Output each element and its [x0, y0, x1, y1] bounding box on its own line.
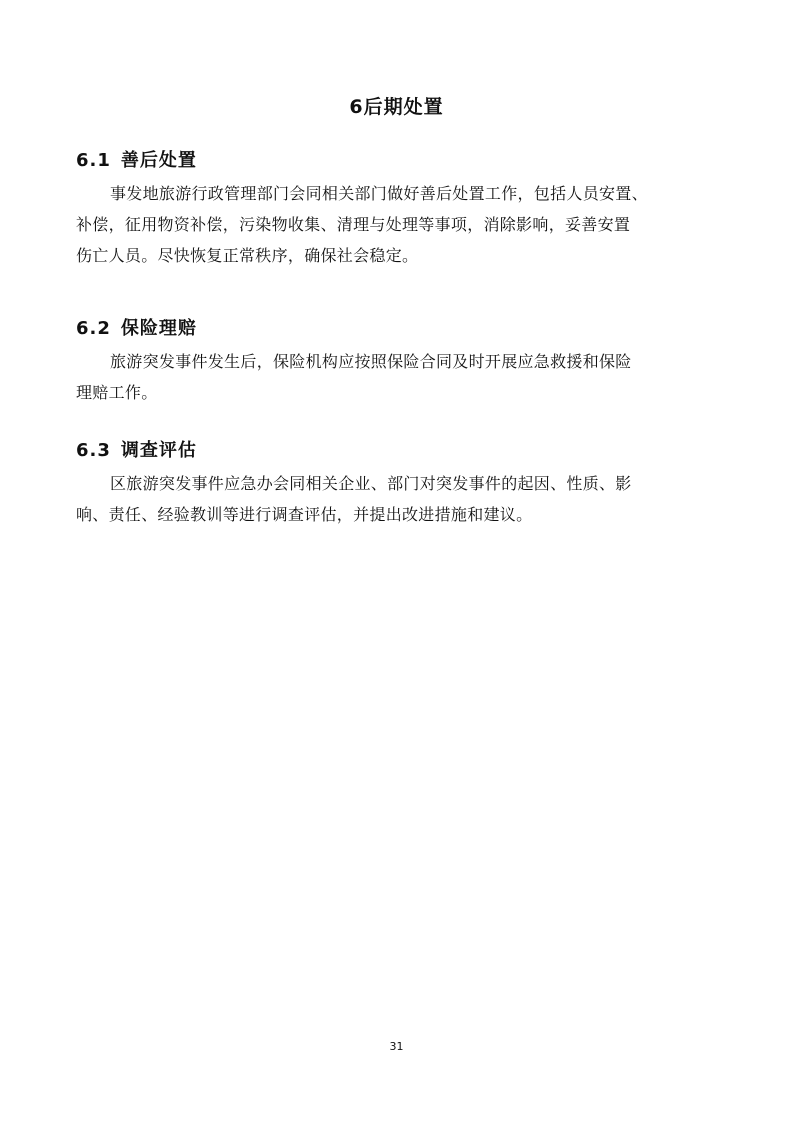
section-title: 保险理赔 [120, 318, 197, 339]
paragraph-line: 伤亡人员。尽快恢复正常秩序，确保社会稳定。 [76, 246, 419, 265]
section-title: 调查评估 [120, 440, 197, 461]
paragraph-line: 响、责任、经验教训等进行调查评估，并提出改进措施和建议。 [76, 505, 533, 524]
section-title: 善后处置 [120, 150, 197, 171]
page-number: 31 [389, 1040, 404, 1053]
paragraph-insurance [76, 346, 720, 408]
section-heading-6-3 [76, 436, 197, 462]
section-heading-6-2 [76, 314, 197, 340]
paragraph-line: 理赔工作。 [76, 383, 158, 402]
paragraph-line: 区旅游突发事件应急办会同相关企业、部门对突发事件的起因、性质、影 [110, 474, 632, 493]
chapter-title: 6后期处置 [349, 96, 444, 118]
section-heading-6-1 [76, 146, 197, 172]
section-number: 6.3 [76, 440, 111, 461]
section-number: 6.1 [76, 150, 111, 171]
paragraph-investigation [76, 468, 720, 530]
paragraph-line: 补偿，征用物资补偿，污染物收集、清理与处理等事项，消除影响，妥善安置 [76, 215, 631, 234]
paragraph-line: 事发地旅游行政管理部门会同相关部门做好善后处置工作，包括人员安置、 [110, 184, 648, 203]
paragraph-line: 旅游突发事件发生后，保险机构应按照保险合同及时开展应急救援和保险 [110, 352, 632, 371]
section-number: 6.2 [76, 318, 111, 339]
paragraph-aftermath [76, 178, 720, 271]
